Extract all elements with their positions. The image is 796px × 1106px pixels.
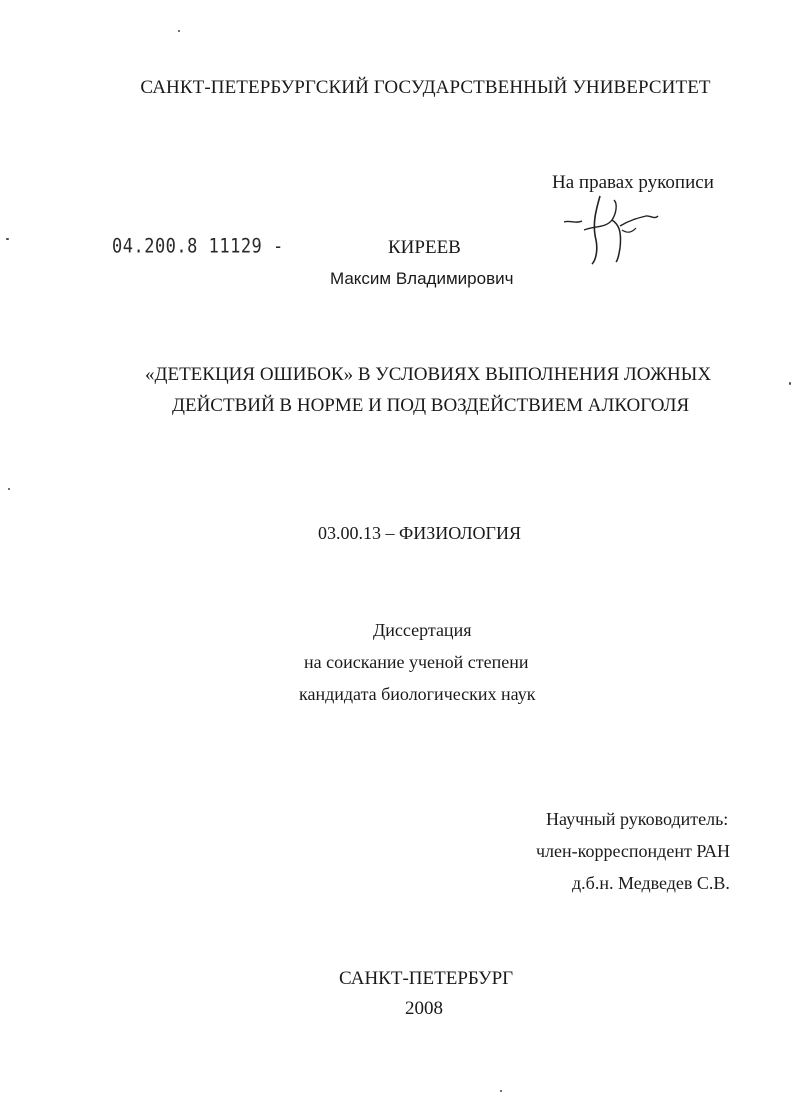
footer-year: 2008 bbox=[405, 998, 443, 1019]
thesis-title-line-1: «ДЕТЕКЦИЯ ОШИБОК» В УСЛОВИЯХ ВЫПОЛНЕНИЯ ЛОЖНЫХ bbox=[145, 364, 712, 385]
scan-speck bbox=[8, 488, 10, 490]
scan-speck bbox=[6, 238, 9, 240]
scan-speck bbox=[500, 1090, 502, 1092]
footer-city: САНКТ-ПЕТЕРБУРГ bbox=[339, 968, 514, 989]
author-surname: КИРЕЕВ bbox=[388, 237, 461, 258]
thesis-title-line-2: ДЕЙСТВИЙ В НОРМЕ И ПОД ВОЗДЕЙСТВИЕМ АЛКОГОЛЯ bbox=[172, 395, 690, 416]
scan-speck bbox=[789, 382, 791, 385]
degree-line-3: кандидата биологических наук bbox=[299, 684, 536, 704]
specialty-code: 03.00.13 – ФИЗИОЛОГИЯ bbox=[318, 523, 521, 543]
author-given-names: Максим Владимирович bbox=[330, 269, 514, 288]
signature-icon bbox=[560, 190, 670, 268]
scan-speck bbox=[178, 30, 180, 32]
registration-stamp: 04.200.8 11129 - bbox=[112, 235, 284, 259]
degree-line-2: на соискание ученой степени bbox=[304, 652, 529, 672]
advisor-name: д.б.н. Медведев С.В. bbox=[572, 873, 730, 893]
manuscript-note: На правах рукописи bbox=[552, 172, 714, 193]
degree-line-1: Диссертация bbox=[373, 620, 472, 640]
university-name: САНКТ-ПЕТЕРБУРГСКИЙ ГОСУДАРСТВЕННЫЙ УНИВЕРСИТЕТ bbox=[140, 77, 711, 98]
advisor-label: Научный руководитель: bbox=[546, 809, 729, 829]
advisor-rank: член-корреспондент РАН bbox=[536, 841, 731, 861]
